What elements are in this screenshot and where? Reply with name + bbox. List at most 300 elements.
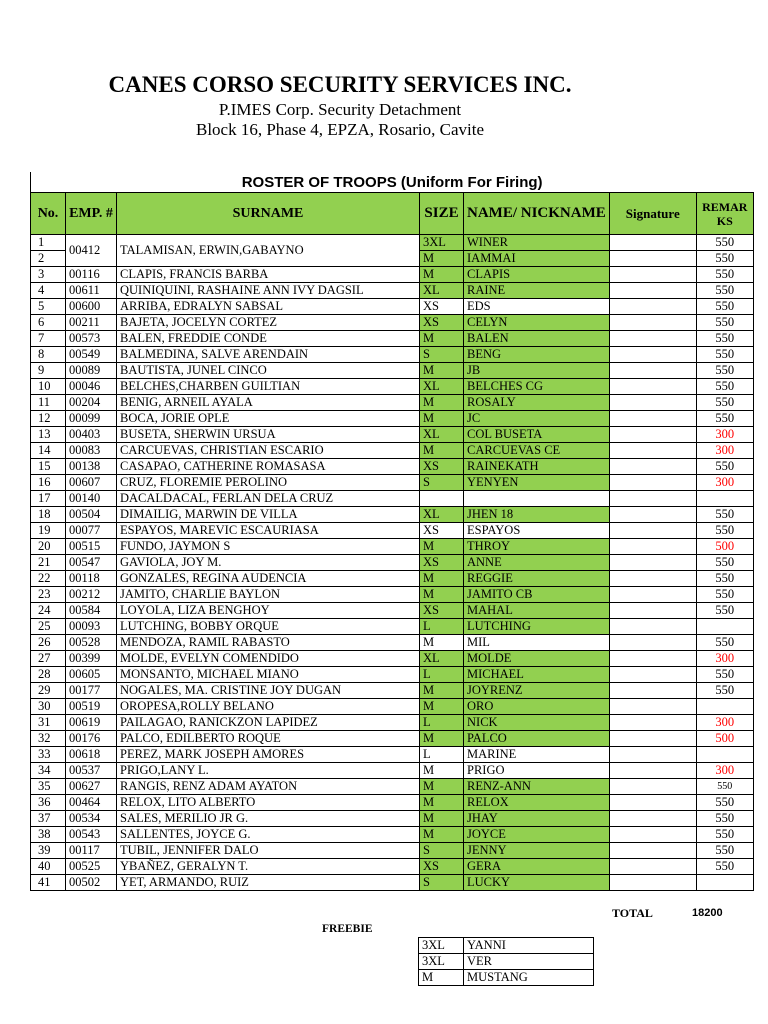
- nickname: ROSALY: [464, 395, 610, 411]
- freebie-nickname: MUSTANG: [464, 970, 594, 986]
- table-row: [31, 827, 754, 843]
- nickname: RAINEKATH: [464, 459, 610, 475]
- nickname: ANNE: [464, 555, 610, 571]
- row-number: 4: [31, 283, 66, 299]
- row-number: 31: [31, 715, 66, 731]
- freebie-label: FREEBIE: [322, 923, 373, 935]
- roster-title: ROSTER OF TROOPS (Uniform For Firing): [31, 172, 754, 193]
- freebie-nickname: VER: [464, 954, 594, 970]
- uniform-size: M: [420, 731, 464, 747]
- header-size: SIZE: [420, 193, 464, 235]
- uniform-size: XL: [420, 651, 464, 667]
- remark-amount: 500: [696, 539, 753, 555]
- nickname: WINER: [464, 235, 610, 251]
- remark-amount: 500: [696, 731, 753, 747]
- nickname: COL BUSETA: [464, 427, 610, 443]
- row-number: 28: [31, 667, 66, 683]
- table-row: [31, 715, 754, 731]
- employee-name: NOGALES, MA. CRISTINE JOY DUGAN: [117, 683, 420, 699]
- row-number: 34: [31, 763, 66, 779]
- table-row: [31, 763, 754, 779]
- table-row: [31, 395, 754, 411]
- nickname: CLAPIS: [464, 267, 610, 283]
- nickname: MIL: [464, 635, 610, 651]
- uniform-size: M: [420, 699, 464, 715]
- employee-name: MENDOZA, RAMIL RABASTO: [117, 635, 420, 651]
- employee-number: 00399: [66, 651, 117, 667]
- row-number: 10: [31, 379, 66, 395]
- remark-amount: 550: [696, 523, 753, 539]
- table-row: [31, 555, 754, 571]
- detachment-address: Block 16, Phase 4, EPZA, Rosario, Cavite: [195, 120, 485, 139]
- freebie-table: [418, 937, 594, 986]
- employee-number: 00046: [66, 379, 117, 395]
- row-number: 29: [31, 683, 66, 699]
- signature-cell: [609, 507, 696, 523]
- remark-amount: 300: [696, 443, 753, 459]
- uniform-size: S: [420, 843, 464, 859]
- signature-cell: [609, 843, 696, 859]
- row-number: 3: [31, 267, 66, 283]
- uniform-size: M: [420, 539, 464, 555]
- table-row: [31, 411, 754, 427]
- employee-name: TALAMISAN, ERWIN,GABAYNO: [117, 235, 420, 267]
- signature-cell: [609, 427, 696, 443]
- uniform-size: M: [420, 763, 464, 779]
- table-row: [31, 843, 754, 859]
- employee-number: 00118: [66, 571, 117, 587]
- uniform-size: M: [420, 331, 464, 347]
- nickname: ORO: [464, 699, 610, 715]
- nickname: JOYCE: [464, 827, 610, 843]
- signature-cell: [609, 267, 696, 283]
- nickname: JOYRENZ: [464, 683, 610, 699]
- employee-number: 00537: [66, 763, 117, 779]
- uniform-size: S: [420, 347, 464, 363]
- table-row: [31, 331, 754, 347]
- remark-amount: 550: [696, 267, 753, 283]
- remark-amount: 550: [696, 667, 753, 683]
- employee-number: 00573: [66, 331, 117, 347]
- row-number: 27: [31, 651, 66, 667]
- remark-amount: 550: [696, 555, 753, 571]
- signature-cell: [609, 635, 696, 651]
- remark-amount: 550: [696, 331, 753, 347]
- employee-name: FUNDO, JAYMON S: [117, 539, 420, 555]
- uniform-size: L: [420, 715, 464, 731]
- employee-name: PRIGO,LANY L.: [117, 763, 420, 779]
- row-number: 19: [31, 523, 66, 539]
- uniform-size: XL: [420, 379, 464, 395]
- remark-amount: 550: [696, 507, 753, 523]
- employee-number: 00116: [66, 267, 117, 283]
- row-number: 25: [31, 619, 66, 635]
- uniform-size: XS: [420, 459, 464, 475]
- signature-cell: [609, 315, 696, 331]
- uniform-size: XS: [420, 299, 464, 315]
- remark-amount: 550: [696, 859, 753, 875]
- employee-number: 00177: [66, 683, 117, 699]
- row-number: 14: [31, 443, 66, 459]
- row-number: 35: [31, 779, 66, 795]
- header-emp: EMP. #: [66, 193, 117, 235]
- header-surname: SURNAME: [117, 193, 420, 235]
- remark-amount: 550: [696, 779, 753, 795]
- signature-cell: [609, 651, 696, 667]
- signature-cell: [609, 395, 696, 411]
- signature-cell: [609, 619, 696, 635]
- nickname: YENYEN: [464, 475, 610, 491]
- employee-number: 00549: [66, 347, 117, 363]
- employee-number: 00412: [66, 235, 117, 267]
- employee-name: MOLDE, EVELYN COMENDIDO: [117, 651, 420, 667]
- employee-name: QUINIQUINI, RASHAINE ANN IVY DAGSIL: [117, 283, 420, 299]
- signature-cell: [609, 715, 696, 731]
- employee-name: LOYOLA, LIZA BENGHOY: [117, 603, 420, 619]
- employee-name: CARCUEVAS, CHRISTIAN ESCARIO: [117, 443, 420, 459]
- uniform-size: M: [420, 827, 464, 843]
- employee-number: 00525: [66, 859, 117, 875]
- remark-amount: [696, 491, 753, 507]
- remark-amount: [696, 747, 753, 763]
- employee-name: ESPAYOS, MAREVIC ESCAURIASA: [117, 523, 420, 539]
- row-number: 21: [31, 555, 66, 571]
- uniform-size: M: [420, 571, 464, 587]
- company-name: CANES CORSO SECURITY SERVICES INC.: [108, 72, 572, 97]
- table-row: [31, 315, 754, 331]
- row-number: 17: [31, 491, 66, 507]
- table-row: [31, 491, 754, 507]
- employee-number: 00607: [66, 475, 117, 491]
- signature-cell: [609, 827, 696, 843]
- remark-amount: 550: [696, 251, 753, 267]
- remark-amount: 300: [696, 715, 753, 731]
- table-row: [31, 667, 754, 683]
- signature-cell: [609, 491, 696, 507]
- signature-cell: [609, 347, 696, 363]
- nickname: EDS: [464, 299, 610, 315]
- signature-cell: [609, 859, 696, 875]
- remark-amount: 550: [696, 683, 753, 699]
- nickname: CELYN: [464, 315, 610, 331]
- header-signature: Signature: [609, 193, 696, 235]
- employee-name: RELOX, LITO ALBERTO: [117, 795, 420, 811]
- table-row: [31, 267, 754, 283]
- uniform-size: M: [420, 251, 464, 267]
- table-row: [31, 779, 754, 795]
- employee-number: 00543: [66, 827, 117, 843]
- nickname: REGGIE: [464, 571, 610, 587]
- employee-number: 00117: [66, 843, 117, 859]
- freebie-size: 3XL: [419, 938, 464, 954]
- employee-name: SALLENTES, JOYCE G.: [117, 827, 420, 843]
- remark-amount: 550: [696, 363, 753, 379]
- row-number: 22: [31, 571, 66, 587]
- employee-number: 00077: [66, 523, 117, 539]
- signature-cell: [609, 539, 696, 555]
- employee-number: 00547: [66, 555, 117, 571]
- signature-cell: [609, 779, 696, 795]
- row-number: 26: [31, 635, 66, 651]
- roster-header-row: [31, 193, 754, 235]
- employee-number: 00534: [66, 811, 117, 827]
- employee-number: 00502: [66, 875, 117, 891]
- employee-number: 00464: [66, 795, 117, 811]
- employee-name: GONZALES, REGINA AUDENCIA: [117, 571, 420, 587]
- row-number: 16: [31, 475, 66, 491]
- table-row: [31, 235, 754, 251]
- remark-amount: [696, 699, 753, 715]
- table-row: [31, 283, 754, 299]
- employee-name: BALMEDINA, SALVE ARENDAIN: [117, 347, 420, 363]
- employee-number: 00176: [66, 731, 117, 747]
- uniform-size: M: [420, 395, 464, 411]
- nickname: THROY: [464, 539, 610, 555]
- remark-amount: 550: [696, 299, 753, 315]
- nickname: GERA: [464, 859, 610, 875]
- table-row: [31, 347, 754, 363]
- row-number: 13: [31, 427, 66, 443]
- signature-cell: [609, 795, 696, 811]
- nickname: BENG: [464, 347, 610, 363]
- nickname: ESPAYOS: [464, 523, 610, 539]
- row-number: 18: [31, 507, 66, 523]
- row-number: 1: [31, 235, 66, 251]
- employee-number: 00584: [66, 603, 117, 619]
- signature-cell: [609, 379, 696, 395]
- row-number: 30: [31, 699, 66, 715]
- row-number: 15: [31, 459, 66, 475]
- table-row: [31, 747, 754, 763]
- freebie-row: [419, 938, 594, 954]
- employee-number: 00204: [66, 395, 117, 411]
- table-row: [31, 587, 754, 603]
- row-number: 6: [31, 315, 66, 331]
- row-number: 8: [31, 347, 66, 363]
- nickname: MAHAL: [464, 603, 610, 619]
- uniform-size: XL: [420, 283, 464, 299]
- signature-cell: [609, 235, 696, 251]
- table-row: [31, 811, 754, 827]
- uniform-size: L: [420, 619, 464, 635]
- freebie-size: M: [419, 970, 464, 986]
- employee-name: MONSANTO, MICHAEL MIANO: [117, 667, 420, 683]
- row-number: 41: [31, 875, 66, 891]
- uniform-size: M: [420, 811, 464, 827]
- remark-amount: 550: [696, 283, 753, 299]
- remark-amount: 550: [696, 843, 753, 859]
- table-row: [31, 619, 754, 635]
- signature-cell: [609, 283, 696, 299]
- remark-amount: 550: [696, 411, 753, 427]
- nickname: JHEN 18: [464, 507, 610, 523]
- nickname: IAMMAI: [464, 251, 610, 267]
- table-row: [31, 875, 754, 891]
- employee-number: 00605: [66, 667, 117, 683]
- uniform-size: M: [420, 683, 464, 699]
- employee-number: 00611: [66, 283, 117, 299]
- uniform-size: M: [420, 443, 464, 459]
- signature-cell: [609, 699, 696, 715]
- nickname: MICHAEL: [464, 667, 610, 683]
- nickname: BALEN: [464, 331, 610, 347]
- uniform-size: XS: [420, 523, 464, 539]
- employee-name: YET, ARMANDO, RUIZ: [117, 875, 420, 891]
- employee-number: 00515: [66, 539, 117, 555]
- employee-name: GAVIOLA, JOY M.: [117, 555, 420, 571]
- remark-amount: 550: [696, 347, 753, 363]
- uniform-size: M: [420, 587, 464, 603]
- table-row: [31, 635, 754, 651]
- uniform-size: L: [420, 747, 464, 763]
- remark-amount: 550: [696, 795, 753, 811]
- row-number: 11: [31, 395, 66, 411]
- header-no: No.: [31, 193, 66, 235]
- employee-name: DIMAILIG, MARWIN DE VILLA: [117, 507, 420, 523]
- table-row: [31, 571, 754, 587]
- employee-name: BENIG, ARNEIL AYALA: [117, 395, 420, 411]
- employee-name: CASAPAO, CATHERINE ROMASASA: [117, 459, 420, 475]
- uniform-size: M: [420, 635, 464, 651]
- nickname: NICK: [464, 715, 610, 731]
- signature-cell: [609, 667, 696, 683]
- nickname: [464, 491, 610, 507]
- signature-cell: [609, 587, 696, 603]
- signature-cell: [609, 603, 696, 619]
- table-row: [31, 731, 754, 747]
- uniform-size: XL: [420, 507, 464, 523]
- employee-number: 00093: [66, 619, 117, 635]
- uniform-size: M: [420, 267, 464, 283]
- uniform-size: S: [420, 475, 464, 491]
- row-number: 2: [31, 251, 66, 267]
- employee-number: 00138: [66, 459, 117, 475]
- uniform-size: XS: [420, 555, 464, 571]
- signature-cell: [609, 475, 696, 491]
- employee-number: 00618: [66, 747, 117, 763]
- freebie-row: [419, 954, 594, 970]
- employee-number: 00140: [66, 491, 117, 507]
- row-number: 7: [31, 331, 66, 347]
- employee-name: LUTCHING, BOBBY ORQUE: [117, 619, 420, 635]
- employee-name: RANGIS, RENZ ADAM AYATON: [117, 779, 420, 795]
- row-number: 38: [31, 827, 66, 843]
- row-number: 5: [31, 299, 66, 315]
- table-row: [31, 299, 754, 315]
- header-nickname: NAME/ NICKNAME: [464, 193, 610, 235]
- remark-amount: 550: [696, 235, 753, 251]
- nickname: LUCKY: [464, 875, 610, 891]
- remark-amount: 550: [696, 811, 753, 827]
- signature-cell: [609, 763, 696, 779]
- row-number: 20: [31, 539, 66, 555]
- nickname: BELCHES CG: [464, 379, 610, 395]
- uniform-size: 3XL: [420, 235, 464, 251]
- table-row: [31, 379, 754, 395]
- row-number: 12: [31, 411, 66, 427]
- remark-amount: [696, 875, 753, 891]
- employee-name: SALES, MERILIO JR G.: [117, 811, 420, 827]
- signature-cell: [609, 555, 696, 571]
- nickname: JHAY: [464, 811, 610, 827]
- remark-amount: 300: [696, 763, 753, 779]
- nickname: JC: [464, 411, 610, 427]
- remark-amount: 550: [696, 315, 753, 331]
- remark-amount: 300: [696, 651, 753, 667]
- table-row: [31, 475, 754, 491]
- row-number: 24: [31, 603, 66, 619]
- employee-name: PAILAGAO, RANICKZON LAPIDEZ: [117, 715, 420, 731]
- remark-amount: 550: [696, 571, 753, 587]
- nickname: RENZ-ANN: [464, 779, 610, 795]
- freebie-size: 3XL: [419, 954, 464, 970]
- total-label: TOTAL: [612, 906, 653, 920]
- row-number: 37: [31, 811, 66, 827]
- nickname: JENNY: [464, 843, 610, 859]
- table-row: [31, 859, 754, 875]
- signature-cell: [609, 411, 696, 427]
- employee-name: CLAPIS, FRANCIS BARBA: [117, 267, 420, 283]
- signature-cell: [609, 523, 696, 539]
- uniform-size: XL: [420, 427, 464, 443]
- signature-cell: [609, 683, 696, 699]
- table-row: [31, 523, 754, 539]
- employee-number: 00619: [66, 715, 117, 731]
- employee-name: DACALDACAL, FERLAN DELA CRUZ: [117, 491, 420, 507]
- nickname: MOLDE: [464, 651, 610, 667]
- remark-amount: 550: [696, 603, 753, 619]
- uniform-size: XS: [420, 859, 464, 875]
- table-row: [31, 539, 754, 555]
- remark-amount: [696, 619, 753, 635]
- employee-number: 00212: [66, 587, 117, 603]
- employee-name: JAMITO, CHARLIE BAYLON: [117, 587, 420, 603]
- nickname: RELOX: [464, 795, 610, 811]
- employee-name: BAUTISTA, JUNEL CINCO: [117, 363, 420, 379]
- signature-cell: [609, 571, 696, 587]
- detachment-name: P.IMES Corp. Security Detachment: [218, 100, 462, 119]
- nickname: PRIGO: [464, 763, 610, 779]
- header-remarks: REMAR KS: [696, 193, 753, 235]
- employee-number: 00099: [66, 411, 117, 427]
- table-row: [31, 507, 754, 523]
- remark-amount: 550: [696, 587, 753, 603]
- signature-cell: [609, 747, 696, 763]
- nickname: PALCO: [464, 731, 610, 747]
- row-number: 23: [31, 587, 66, 603]
- table-row: [31, 363, 754, 379]
- remark-amount: 550: [696, 635, 753, 651]
- table-row: [31, 795, 754, 811]
- employee-number: 00600: [66, 299, 117, 315]
- signature-cell: [609, 251, 696, 267]
- table-row: [31, 443, 754, 459]
- employee-name: TUBIL, JENNIFER DALO: [117, 843, 420, 859]
- uniform-size: L: [420, 667, 464, 683]
- employee-name: PEREZ, MARK JOSEPH AMORES: [117, 747, 420, 763]
- employee-name: OROPESA,ROLLY BELANO: [117, 699, 420, 715]
- row-number: 32: [31, 731, 66, 747]
- employee-name: BELCHES,CHARBEN GUILTIAN: [117, 379, 420, 395]
- employee-number: 00083: [66, 443, 117, 459]
- signature-cell: [609, 443, 696, 459]
- table-row: [31, 427, 754, 443]
- employee-number: 00627: [66, 779, 117, 795]
- total-value: 18200: [692, 907, 723, 919]
- nickname: MARINE: [464, 747, 610, 763]
- remark-amount: 550: [696, 395, 753, 411]
- freebie-nickname: YANNI: [464, 938, 594, 954]
